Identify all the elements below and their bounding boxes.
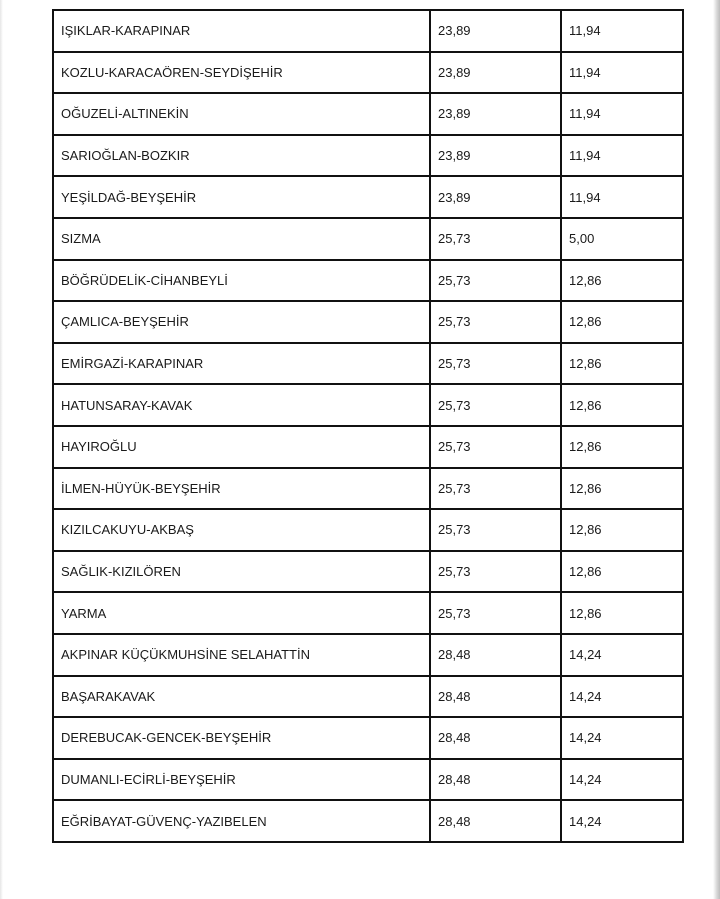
row-value1-cell: 23,89 xyxy=(430,176,561,218)
row-value2-cell: 14,24 xyxy=(561,634,683,676)
row-name-cell: ÇAMLICA-BEYŞEHİR xyxy=(53,301,430,343)
row-value2-cell: 5,00 xyxy=(561,218,683,260)
price-table-body xyxy=(53,10,683,842)
row-value1-cell: 23,89 xyxy=(430,10,561,52)
row-value2-cell: 12,86 xyxy=(561,260,683,302)
row-name-cell: İLMEN-HÜYÜK-BEYŞEHİR xyxy=(53,468,430,510)
row-name-cell: BAŞARAKAVAK xyxy=(53,676,430,718)
table-row xyxy=(53,509,683,551)
table-row xyxy=(53,10,683,52)
table-row xyxy=(53,343,683,385)
table-row xyxy=(53,218,683,260)
table-row xyxy=(53,759,683,801)
table-row xyxy=(53,176,683,218)
row-value1-cell: 28,48 xyxy=(430,800,561,842)
table-row xyxy=(53,135,683,177)
row-name-cell: EMİRGAZİ-KARAPINAR xyxy=(53,343,430,385)
row-name-cell: HATUNSARAY-KAVAK xyxy=(53,384,430,426)
row-value2-cell: 12,86 xyxy=(561,343,683,385)
row-value1-cell: 23,89 xyxy=(430,135,561,177)
row-value2-cell: 12,86 xyxy=(561,384,683,426)
table-row xyxy=(53,468,683,510)
row-value2-cell: 14,24 xyxy=(561,676,683,718)
row-value2-cell: 11,94 xyxy=(561,52,683,94)
row-name-cell: BÖĞRÜDELİK-CİHANBEYLİ xyxy=(53,260,430,302)
row-name-cell: DUMANLI-ECİRLİ-BEYŞEHİR xyxy=(53,759,430,801)
row-name-cell: SAĞLIK-KIZILÖREN xyxy=(53,551,430,593)
row-name-cell: YARMA xyxy=(53,592,430,634)
row-value2-cell: 12,86 xyxy=(561,468,683,510)
row-value1-cell: 28,48 xyxy=(430,676,561,718)
row-value1-cell: 25,73 xyxy=(430,343,561,385)
table-row xyxy=(53,93,683,135)
row-value2-cell: 12,86 xyxy=(561,592,683,634)
row-value2-cell: 14,24 xyxy=(561,800,683,842)
row-value1-cell: 28,48 xyxy=(430,717,561,759)
page-left-edge-shadow xyxy=(0,0,3,899)
table-row xyxy=(53,592,683,634)
row-name-cell: SARIOĞLAN-BOZKIR xyxy=(53,135,430,177)
row-value1-cell: 25,73 xyxy=(430,426,561,468)
table-row xyxy=(53,634,683,676)
row-name-cell: SIZMA xyxy=(53,218,430,260)
row-value1-cell: 28,48 xyxy=(430,634,561,676)
row-value2-cell: 14,24 xyxy=(561,717,683,759)
row-name-cell: OĞUZELİ-ALTINEKİN xyxy=(53,93,430,135)
row-name-cell: EĞRİBAYAT-GÜVENÇ-YAZIBELEN xyxy=(53,800,430,842)
row-value2-cell: 11,94 xyxy=(561,93,683,135)
row-value1-cell: 25,73 xyxy=(430,301,561,343)
row-name-cell: KOZLU-KARACAÖREN-SEYDİŞEHİR xyxy=(53,52,430,94)
row-value1-cell: 25,73 xyxy=(430,509,561,551)
row-name-cell: HAYIROĞLU xyxy=(53,426,430,468)
row-value2-cell: 12,86 xyxy=(561,301,683,343)
row-value1-cell: 25,73 xyxy=(430,218,561,260)
page-right-edge-shadow xyxy=(713,0,720,899)
row-name-cell: YEŞİLDAĞ-BEYŞEHİR xyxy=(53,176,430,218)
row-name-cell: KIZILCAKUYU-AKBAŞ xyxy=(53,509,430,551)
row-value2-cell: 11,94 xyxy=(561,135,683,177)
row-value2-cell: 12,86 xyxy=(561,551,683,593)
table-row xyxy=(53,260,683,302)
row-value1-cell: 25,73 xyxy=(430,551,561,593)
row-value1-cell: 25,73 xyxy=(430,592,561,634)
row-value1-cell: 28,48 xyxy=(430,759,561,801)
row-value2-cell: 12,86 xyxy=(561,426,683,468)
table-row xyxy=(53,384,683,426)
table-row xyxy=(53,800,683,842)
row-value2-cell: 11,94 xyxy=(561,10,683,52)
row-value1-cell: 23,89 xyxy=(430,52,561,94)
row-value2-cell: 11,94 xyxy=(561,176,683,218)
table-row xyxy=(53,551,683,593)
table-row xyxy=(53,426,683,468)
row-value2-cell: 12,86 xyxy=(561,509,683,551)
row-value1-cell: 25,73 xyxy=(430,260,561,302)
row-value2-cell: 14,24 xyxy=(561,759,683,801)
table-row xyxy=(53,52,683,94)
table-row xyxy=(53,717,683,759)
row-name-cell: IŞIKLAR-KARAPINAR xyxy=(53,10,430,52)
row-value1-cell: 25,73 xyxy=(430,384,561,426)
table-row xyxy=(53,676,683,718)
row-name-cell: DEREBUCAK-GENCEK-BEYŞEHİR xyxy=(53,717,430,759)
row-value1-cell: 23,89 xyxy=(430,93,561,135)
table-row xyxy=(53,301,683,343)
row-name-cell: AKPINAR KÜÇÜKMUHSİNE SELAHATTİN xyxy=(53,634,430,676)
row-value1-cell: 25,73 xyxy=(430,468,561,510)
price-table xyxy=(52,9,684,843)
